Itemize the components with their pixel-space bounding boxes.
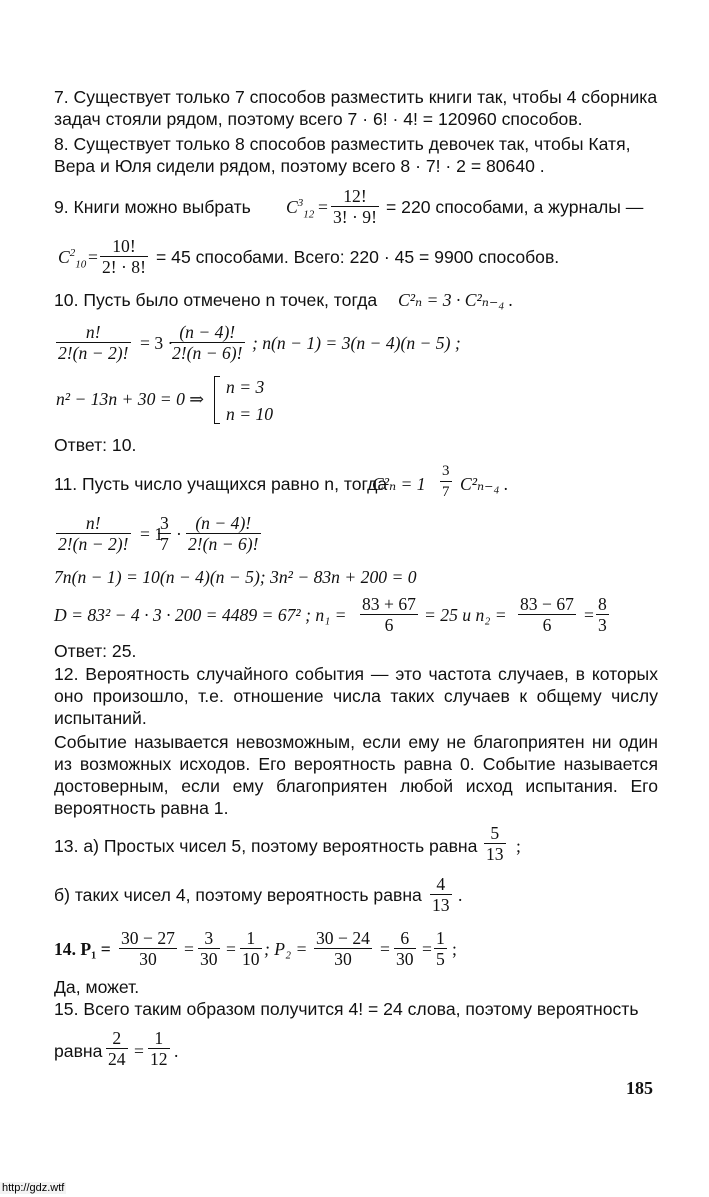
problem-12-events: Событие называется невозможным, если ему не благоприятен ни один из возможных исходов. Его вероятность равна 0. Событие называется достоверным, если ему благоприятен любой исход испытания. Его вероятность равна 1.: [54, 732, 658, 818]
fraction-n-4-factorial: $\frac{(n - 4)!}{2!(n - 6)!}$: [172, 322, 243, 363]
fraction-n2: $\frac{83 - 67}{6}$: [520, 594, 574, 635]
discriminant: D = 83² − 4 · 3 · 200 = 4489 = 67² ; n₁ =: [54, 605, 347, 625]
fraction-6-30: $\frac{6}{30}$: [396, 928, 414, 969]
problem-7-line-1: 7. Существует только 7 способов разместить книги так, чтобы 4 сборника: [54, 87, 658, 107]
problem-11-equation: 7n(n − 1) = 10(n − 4)(n − 5); 3n² − 83n + 200 = 0: [54, 567, 417, 587]
answer-14: Да, может.: [54, 977, 140, 997]
fraction-1-10: $\frac{1}{10}$: [242, 928, 260, 969]
fraction-2-24: $\frac{2}{24}$: [108, 1028, 126, 1069]
quadratic-equation: n² − 13n + 30 = 0 ⇒: [56, 389, 205, 409]
fraction-12-factorial: $\frac{12!}{3! \cdot 9!}$: [333, 186, 377, 227]
mixed-fraction-3-7: $\frac{3}{7}$: [442, 463, 450, 500]
fraction-5-13: $\frac{5}{13}$: [486, 823, 504, 864]
problem-10-text: 10. Пусть было отмечено n точек, тогда: [54, 290, 378, 310]
fraction-1-12: $\frac{1}{12}$: [150, 1028, 168, 1069]
binomial-c-12-3: $C^3_{12}$: [286, 197, 315, 221]
fraction-30-24: $\frac{30 - 24}{30}$: [316, 928, 370, 969]
problem-13a-text: 13. а) Простых чисел 5, поэтому вероятность равна: [54, 836, 478, 856]
problem-9-total: = 45 способами. Всего: 220 · 45 = 9900 способов.: [156, 247, 560, 267]
fraction-3-7: $\frac{3}{7}$: [160, 513, 169, 554]
fraction-n1: $\frac{83 + 67}{6}$: [362, 594, 416, 635]
problem-11-text: 11. Пусть число учащихся равно n, тогда: [54, 474, 388, 494]
fraction-3-30: $\frac{3}{30}$: [200, 928, 218, 969]
source-link[interactable]: http://gdz.wtf: [2, 1182, 65, 1194]
binomial-c-10-2: $C^2_{10}$: [58, 247, 87, 271]
problem-9-result: = 220 способами, а журналы —: [386, 197, 644, 217]
problem-8-line-2: Вера и Юля сидели рядом, поэтому всего 8 · 7! · 2 = 80640 .: [54, 156, 545, 176]
problem-13b-text: б) таких чисел 4, поэтому вероятность равна: [54, 885, 422, 905]
fraction-10-factorial: $\frac{10!}{2! \cdot 8!}$: [102, 236, 146, 277]
problem-15-label: равна: [54, 1041, 103, 1061]
page-number: 185: [626, 1078, 653, 1098]
problem-12-definition: 12. Вероятность случайного события — это частота случаев, в которых оно произошло, т.е. отношение числа таких случаев к общему числу испытаний.: [54, 664, 658, 728]
fraction-n-factorial-11: $\frac{n!}{2!(n - 2)!}$: [58, 513, 129, 554]
textbook-page: 7. Существует только 7 способов разместить книги так, чтобы 4 сборника задач стояли рядом, поэтому всего 7 · 6! · 4! = 120960 способов. 8. Существует только 8 способов разместить девочек так, чтобы Катя, Вера и Юля сидели рядом, поэтому всего 8 · 7! · 2 = 80640 . 9. Книги можно выбрать $C^3_{12}$ = $\frac{12!}{3! \cdot 9!}$ = 220 способами, а журналы — $C^2_{10}$ = $\frac{10!}{2! \cdot 8!}$ = 45 способами. Всего: 220 · 45 = 9900 способов. 10. Пусть было отмечено n точек, тогда C²ₙ = 3 · C²ₙ₋₄ . $\frac{n!}{2!(n - 2)!}$ = 3 · $\frac{(n - 4)!}{2!(n - 6)!}$ ; n(n − 1) = 3(n − 4)(n − 5) ; n² − 13n + 30 = 0 ⇒ n = 3 n = 10 Ответ: 10. 11. Пусть число учащихся равно n, тогда C²ₙ = 1 $\frac{3}{7}$ C²ₙ₋₄ . $\frac{n!}{2!(n - 2)!}$ = 1 $\frac{3}{7}$ · $\frac{(n - 4)!}{2!(n - 6)!}$ 7n(n − 1) = 10(n − 4)(n − 5); 3n² − 83n + 200 = 0 D = 83² − 4 · 3 · 200 = 4489 = 67² ; n₁ = $\frac{83 + 67}{6}$ = 25 и n₂ = $\frac{83 - 67}{6}$ = $\frac{8}{3}$ Ответ: 25. 12. Вероятность случайного события — это частота случаев, в которых оно произошло, т.е. отношение числа таких случаев к общему числу испытаний. Событие называется невозможным, если ему не благоприятен ни один из возможных исходов. Его вероятность равна 0. Событие называется достоверным, если ему благоприятен любой исход испытания. Его вероятность равна 1. 13. а) Простых чисел 5, поэтому вероятность равна $\frac{5}{13}$ ; б) таких чисел 4, поэтому вероятность равна $\frac{4}{13}$ . 14. P₁ = $\frac{30 - 27}{30}$ = $\frac{3}{30}$ = $\frac{1}{10}$ ; P₂ = $\frac{30 - 24}{30}$ = $\frac{6}{30}$ = $\frac{1}{5}$ ; Да, может. 15. Всего таким образом получится 4! = 24 слова, поэтому вероятность равна $\frac{2}{24}$ = $\frac{1}{12}$ . 185 http://gdz.wtf: [2, 87, 658, 1194]
answer-10: Ответ: 10.: [54, 435, 137, 455]
fraction-n-factorial: $\frac{n!}{2!(n - 2)!}$: [58, 322, 129, 363]
problem-8-line-1: 8. Существует только 8 способов разместить девочек так, чтобы Катя,: [54, 134, 631, 154]
answer-11: Ответ: 25.: [54, 641, 137, 661]
fraction-30-27: $\frac{30 - 27}{30}$: [121, 928, 175, 969]
problem-14-p1: 14. P₁ =: [54, 939, 111, 959]
problem-7-line-2: задач стояли рядом, поэтому всего 7 · 6! · 4! = 120960 способов.: [54, 109, 583, 129]
problem-14-p2: ; P₂ =: [264, 939, 308, 959]
fraction-8-3: $\frac{8}{3}$: [598, 594, 607, 635]
system-brace: [214, 376, 220, 424]
fraction-1-5: $\frac{1}{5}$: [436, 928, 445, 969]
problem-10-equation-2: ; n(n − 1) = 3(n − 4)(n − 5) ;: [252, 333, 461, 353]
problem-9-text: 9. Книги можно выбрать: [54, 197, 251, 217]
root-2: n = 10: [226, 404, 274, 424]
problem-15-text: 15. Всего таким образом получится 4! = 24 слова, поэтому вероятность: [54, 999, 639, 1019]
problem-10-equation: C²ₙ = 3 · C²ₙ₋₄ .: [398, 290, 514, 310]
fraction-n-4-factorial-11: $\frac{(n - 4)!}{2!(n - 6)!}$: [188, 513, 259, 554]
fraction-4-13: $\frac{4}{13}$: [432, 874, 450, 915]
root-1: n = 3: [226, 377, 265, 397]
